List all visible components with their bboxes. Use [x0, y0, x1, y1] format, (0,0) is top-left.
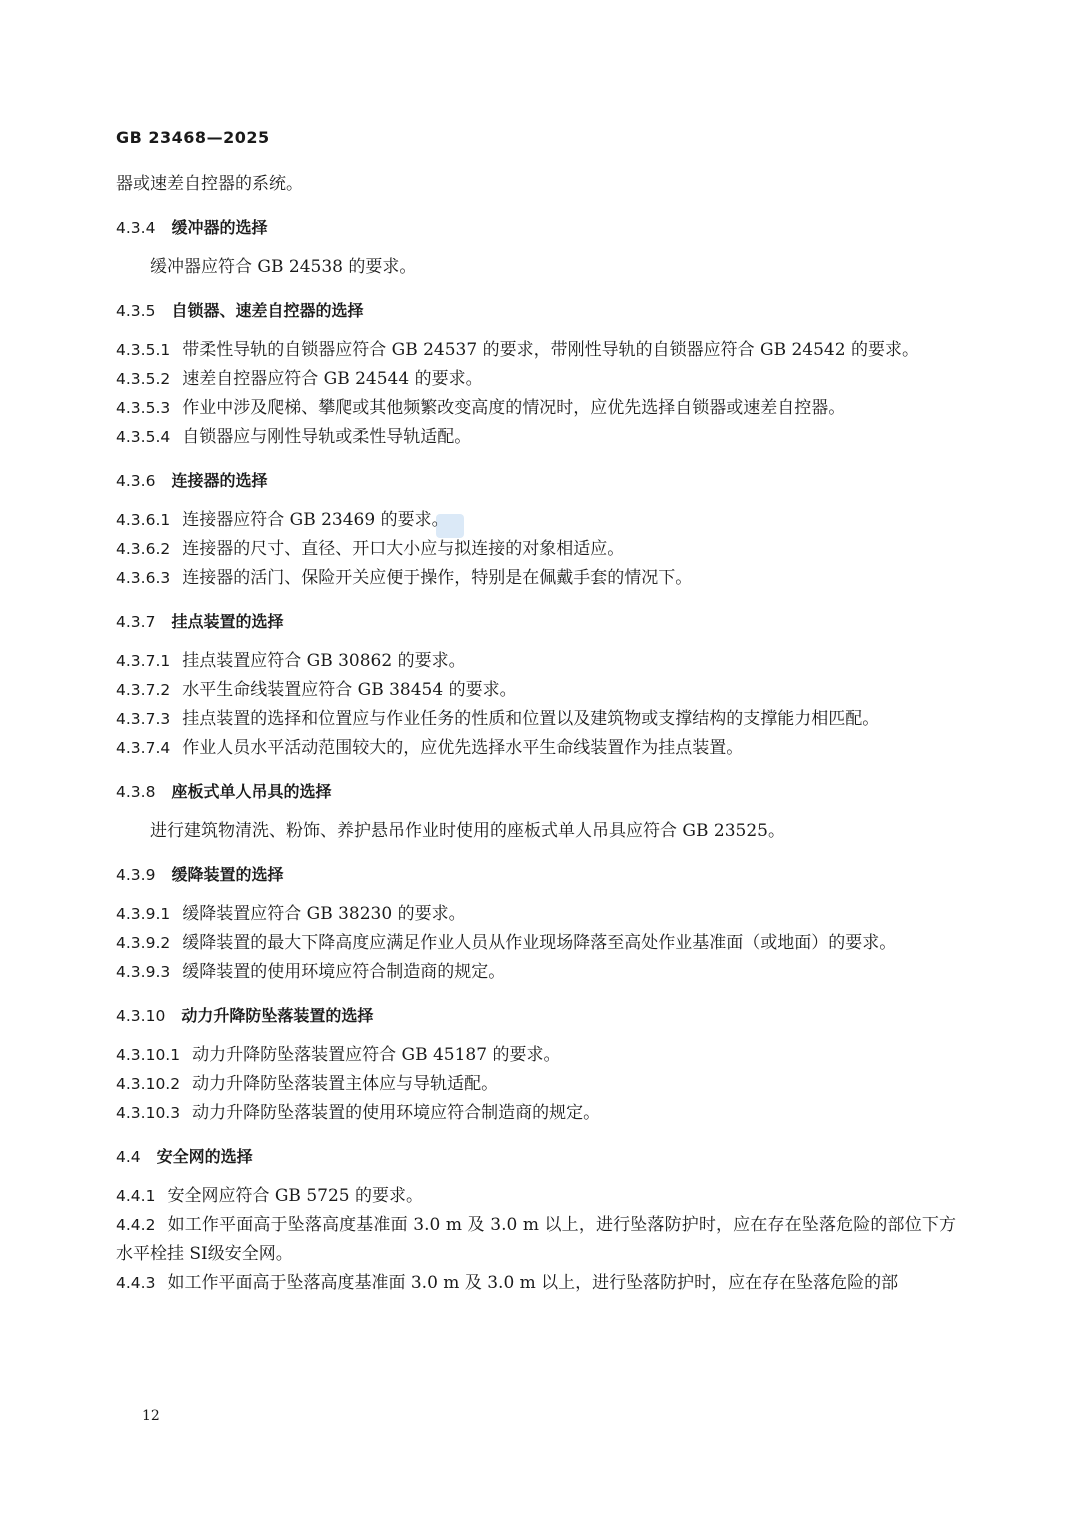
clause-text: 连接器应符合 GB 23469 的要求。 [182, 510, 449, 530]
section-number: 4.3.8 [116, 783, 156, 801]
clause-number: 4.3.10.1 [116, 1046, 181, 1064]
section-title: 自锁器、速差自控器的选择 [171, 301, 364, 320]
clause-item [116, 1269, 956, 1298]
clause-item [116, 423, 956, 452]
clause-item [116, 1041, 956, 1070]
clause-item [116, 1070, 956, 1099]
clause-item [116, 929, 956, 958]
section-heading [116, 607, 956, 637]
clause-text: 水平生命线装置应符合 GB 38454 的要求。 [182, 680, 517, 700]
clause-number: 4.3.5.1 [116, 341, 171, 359]
clause-number: 4.3.6.1 [116, 511, 171, 529]
clause-text: 自锁器应与刚性导轨或柔性导轨适配。 [182, 427, 472, 447]
section-number: 4.3.5 [116, 302, 156, 320]
section-body: 进行建筑物清洗、粉饰、养护悬吊作业时使用的座板式单人吊具应符合 GB 23525。 [150, 821, 785, 841]
clause-item [116, 734, 956, 763]
clause-text: 速差自控器应符合 GB 24544 的要求。 [182, 369, 483, 389]
clause-item [116, 394, 956, 423]
clause-number: 4.3.6.3 [116, 569, 171, 587]
section-heading [116, 1001, 956, 1031]
clause-item [116, 676, 956, 705]
clause-number: 4.3.5.4 [116, 428, 171, 446]
section-number: 4.3.7 [116, 613, 156, 631]
clause-text: 挂点装置应符合 GB 30862 的要求。 [182, 651, 466, 671]
continuation-text: 器或速差自控器的系统。 [116, 174, 303, 194]
clause-text: 缓降装置的使用环境应符合制造商的规定。 [182, 962, 506, 982]
clause-item [116, 705, 956, 734]
clause-number: 4.3.9.2 [116, 934, 171, 952]
clause-number: 4.3.10.3 [116, 1104, 181, 1122]
section-body: 缓冲器应符合 GB 24538 的要求。 [150, 257, 417, 277]
clause-number: 4.3.10.2 [116, 1075, 181, 1093]
clause-number: 4.4.1 [116, 1187, 156, 1205]
clause-text: 缓降装置的最大下降高度应满足作业人员从作业现场降落至高处作业基准面（或地面）的要求。 [182, 933, 897, 953]
clause-number: 4.3.7.1 [116, 652, 171, 670]
clause-text: 动力升降防坠落装置应符合 GB 45187 的要求。 [192, 1045, 561, 1065]
clause-item [116, 336, 956, 365]
sections-container [116, 213, 956, 1298]
clause-text: 如工作平面高于坠落高度基准面 3.0 m 及 3.0 m 以上，进行坠落防护时，应在存在坠落危险的部 [167, 1273, 899, 1293]
clause-item [116, 1211, 956, 1269]
section-heading [116, 466, 956, 496]
section-heading [116, 777, 956, 807]
clause-number: 4.4.3 [116, 1274, 156, 1292]
clause-item [116, 506, 956, 535]
section-title: 动力升降防坠落装置的选择 [181, 1006, 374, 1025]
clause-number: 4.3.9.3 [116, 963, 171, 981]
section-title: 座板式单人吊具的选择 [171, 782, 332, 801]
clause-number: 4.3.7.2 [116, 681, 171, 699]
clause-text: 连接器的尺寸、直径、开口大小应与拟连接的对象相适应。 [182, 539, 625, 559]
section-title: 缓冲器的选择 [171, 218, 268, 237]
clause-item [116, 647, 956, 676]
clause-item [116, 900, 956, 929]
clause-text: 如工作平面高于坠落高度基准面 3.0 m 及 3.0 m 以上，进行坠落防护时，应在存在坠落危险的部位下方水平栓挂 SⅠ级安全网。 [116, 1215, 956, 1264]
clause-text: 带柔性导轨的自锁器应符合 GB 24537 的要求，带刚性导轨的自锁器应符合 GB 24542 的要求。 [182, 340, 919, 360]
section-title: 安全网的选择 [156, 1147, 253, 1166]
clause-text: 连接器的活门、保险开关应便于操作，特别是在佩戴手套的情况下。 [182, 568, 693, 588]
clause-number: 4.3.6.2 [116, 540, 171, 558]
clause-text: 缓降装置应符合 GB 38230 的要求。 [182, 904, 466, 924]
section-heading [116, 1142, 956, 1172]
section-heading [116, 860, 956, 890]
clause-text: 作业人员水平活动范围较大的，应优先选择水平生命线装置作为挂点装置。 [182, 738, 744, 758]
clause-item [116, 564, 956, 593]
standard-code: GB 23468—2025 [116, 128, 270, 147]
section-number: 4.3.10 [116, 1007, 166, 1025]
clause-item [116, 958, 956, 987]
clause-text: 动力升降防坠落装置主体应与导轨适配。 [192, 1074, 499, 1094]
section-number: 4.3.9 [116, 866, 156, 884]
clause-item [116, 365, 956, 394]
clause-text: 挂点装置的选择和位置应与作业任务的性质和位置以及建筑物或支撑结构的支撑能力相匹配。 [182, 709, 880, 729]
section-title: 挂点装置的选择 [171, 612, 284, 631]
page-number: 12 [142, 1408, 160, 1424]
clause-number: 4.4.2 [116, 1216, 156, 1234]
clause-text: 动力升降防坠落装置的使用环境应符合制造商的规定。 [192, 1103, 601, 1123]
section-number: 4.4 [116, 1148, 141, 1166]
section-heading [116, 296, 956, 326]
clause-text: 作业中涉及爬梯、攀爬或其他频繁改变高度的情况时，应优先选择自锁器或速差自控器。 [182, 398, 846, 418]
clause-item [116, 535, 956, 564]
section-number: 4.3.6 [116, 472, 156, 490]
clause-number: 4.3.5.2 [116, 370, 171, 388]
clause-number: 4.3.9.1 [116, 905, 171, 923]
section-title: 连接器的选择 [171, 471, 268, 490]
section-title: 缓降装置的选择 [171, 865, 284, 884]
section-number: 4.3.4 [116, 219, 156, 237]
clause-number: 4.3.7.4 [116, 739, 171, 757]
clause-number: 4.3.7.3 [116, 710, 171, 728]
section-heading [116, 213, 956, 243]
clause-number: 4.3.5.3 [116, 399, 171, 417]
clause-item [116, 1182, 956, 1211]
document-body [116, 170, 956, 1298]
clause-text: 安全网应符合 GB 5725 的要求。 [167, 1186, 424, 1206]
clause-item [116, 1099, 956, 1128]
